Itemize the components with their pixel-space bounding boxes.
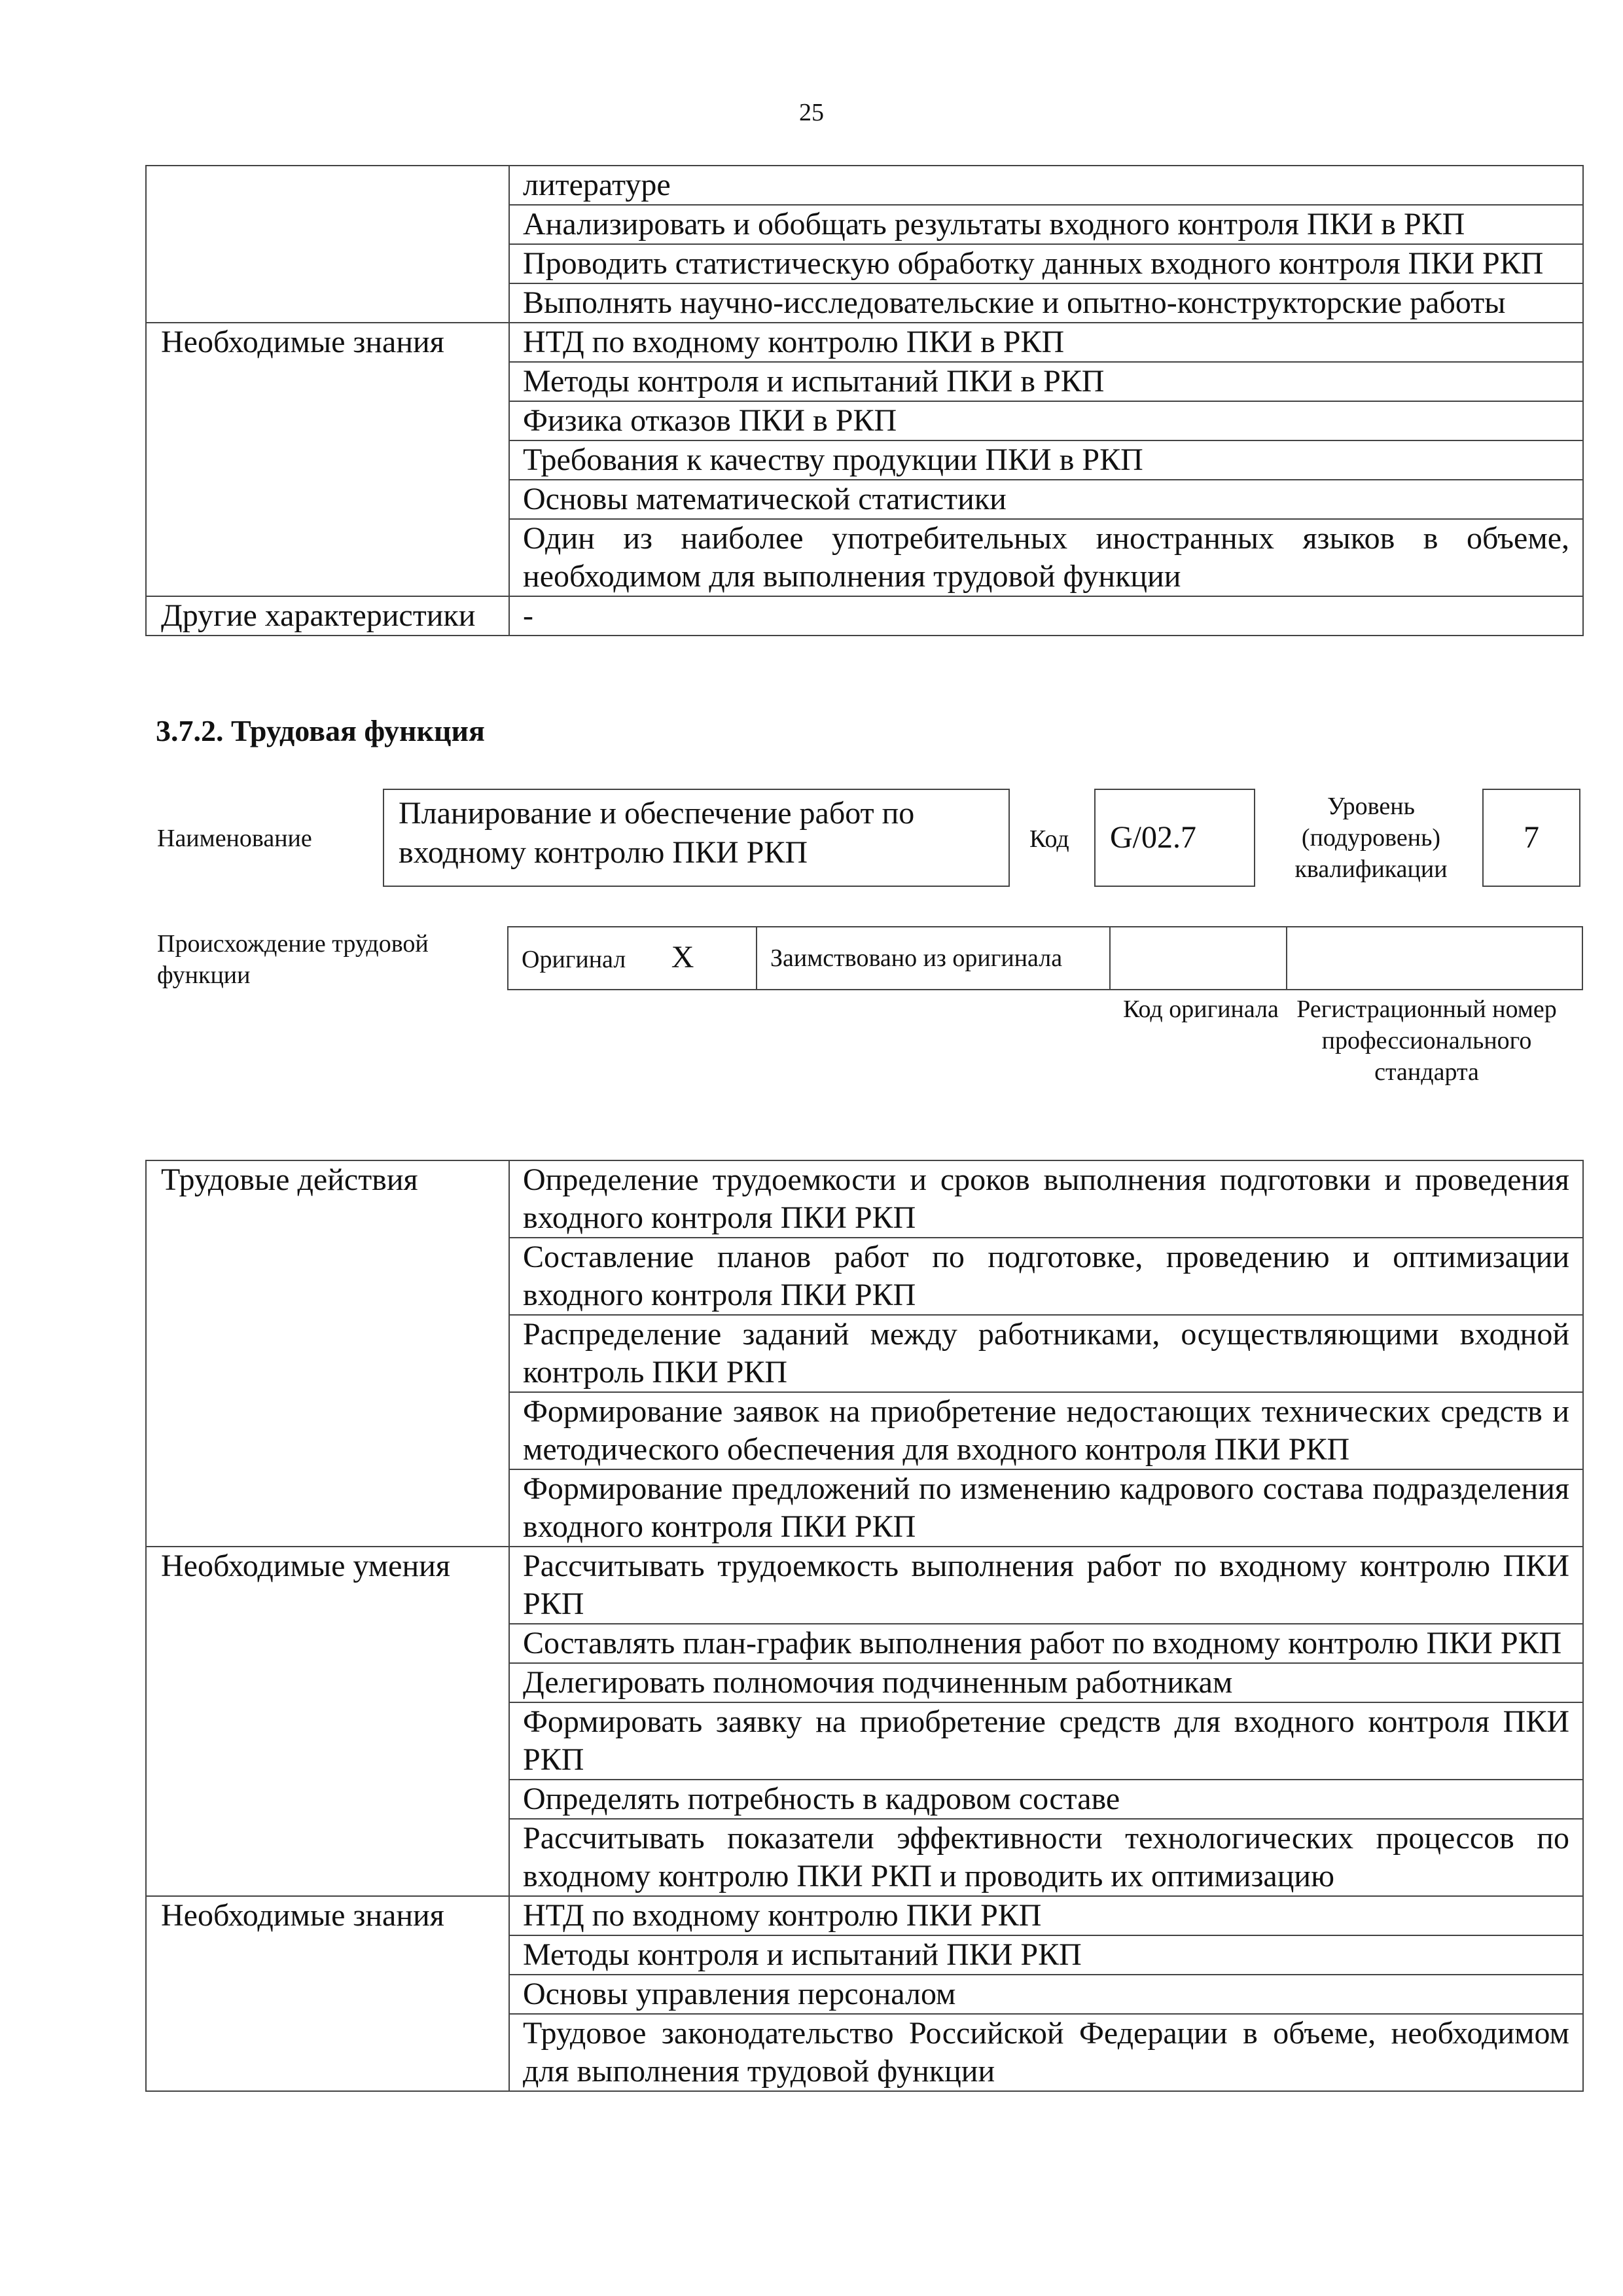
row-item: Анализировать и обобщать результаты входного контроля ПКИ в РКП: [509, 205, 1583, 244]
page-number: 25: [799, 99, 824, 126]
row-item: Выполнять научно-исследовательские и опытно-конструкторские работы: [509, 283, 1583, 323]
row-item: Основы управления персоналом: [509, 1975, 1583, 2014]
level-box: [1482, 789, 1580, 887]
code-label: Код: [1029, 825, 1069, 853]
row-item: Методы контроля и испытаний ПКИ в РКП: [509, 362, 1583, 401]
row-item: Распределение заданий между работниками, осуществляющими входной контроль ПКИ РКП: [509, 1315, 1583, 1392]
original-cell: [508, 927, 757, 990]
name-box: [383, 789, 1010, 887]
row-label: Необходимые умения: [146, 1547, 509, 1896]
section-heading: 3.7.2. Трудовая функция: [156, 714, 485, 747]
row-item: Формирование предложений по изменению кадрового состава подразделения входного контроля ПКИ РКП: [509, 1469, 1583, 1547]
origin-table: [507, 926, 1583, 990]
row-item: Определять потребность в кадровом составе: [509, 1780, 1583, 1819]
row-item: НТД по входному контролю ПКИ РКП: [509, 1896, 1583, 1935]
level-label: Уровень (подуровень) квалификации: [1294, 793, 1448, 883]
row-item: Один из наиболее употребительных иностранных языков в объеме, необходимом для выполнения трудовой функции: [509, 519, 1583, 596]
name-label: Наименование: [157, 825, 312, 852]
code-value: G/02.7: [1110, 820, 1196, 855]
row-label: [146, 166, 509, 323]
row-item: Физика отказов ПКИ в РКП: [509, 401, 1583, 440]
table-continued: [145, 165, 1584, 636]
row-item: литературе: [509, 166, 1583, 205]
function-name: Планирование и обеспечение работ по входному контролю ПКИ РКП: [399, 796, 915, 870]
row-item: -: [509, 596, 1583, 636]
reg-number-cell: [1287, 927, 1582, 990]
table-row: [146, 596, 1583, 636]
row-item: Требования к качеству продукции ПКИ в РКП: [509, 440, 1583, 480]
level-value: 7: [1524, 820, 1539, 855]
row-item: Методы контроля и испытаний ПКИ РКП: [509, 1935, 1583, 1975]
row-item: Проводить статистическую обработку данных входного контроля ПКИ РКП: [509, 244, 1583, 283]
row-item: Определение трудоемкости и сроков выполнения подготовки и проведения входного контроля ПКИ РКП: [509, 1160, 1583, 1238]
reg-caption: Регистрационный номер профессионального стандарта: [1296, 996, 1557, 1086]
row-item: Формирование заявок на приобретение недостающих технических средств и методического обеспечения для входного контроля ПКИ РКП: [509, 1392, 1583, 1469]
row-item: Составление планов работ по подготовке, проведению и оптимизации входного контроля ПКИ РКП: [509, 1238, 1583, 1315]
row-label: Необходимые знания: [146, 323, 509, 596]
original-label: Оригинал: [522, 945, 626, 973]
original-mark: X: [671, 939, 694, 975]
code-box: [1094, 789, 1255, 887]
origin-label: Происхождение трудовой функции: [157, 930, 429, 989]
table-function: [145, 1160, 1584, 2092]
row-item: Формировать заявку на приобретение средств для входного контроля ПКИ РКП: [509, 1702, 1583, 1780]
row-item: Рассчитывать трудоемкость выполнения работ по входному контролю ПКИ РКП: [509, 1547, 1583, 1624]
borrowed-code-cell: [1110, 927, 1287, 990]
borrowed-label: Заимствовано из оригинала: [757, 927, 1110, 990]
row-label: Трудовые действия: [146, 1160, 509, 1547]
table-row: [146, 1160, 1583, 1238]
table-row: [146, 323, 1583, 362]
row-item: НТД по входному контролю ПКИ в РКП: [509, 323, 1583, 362]
row-label: Другие характеристики: [146, 596, 509, 636]
code-caption: Код оригинала: [1123, 996, 1279, 1023]
row-label: Необходимые знания: [146, 1896, 509, 2091]
table-row: [146, 1896, 1583, 1935]
row-item: Основы математической статистики: [509, 480, 1583, 519]
row-item: Делегировать полномочия подчиненным работникам: [509, 1663, 1583, 1702]
row-item: Трудовое законодательство Российской Федерации в объеме, необходимом для выполнения трудовой функции: [509, 2014, 1583, 2091]
row-item: Рассчитывать показатели эффективности технологических процессов по входному контролю ПКИ РКП и проводить их оптимизацию: [509, 1819, 1583, 1896]
table-row: [146, 166, 1583, 205]
table-row: [146, 1547, 1583, 1624]
row-item: Составлять план-график выполнения работ по входному контролю ПКИ РКП: [509, 1624, 1583, 1663]
